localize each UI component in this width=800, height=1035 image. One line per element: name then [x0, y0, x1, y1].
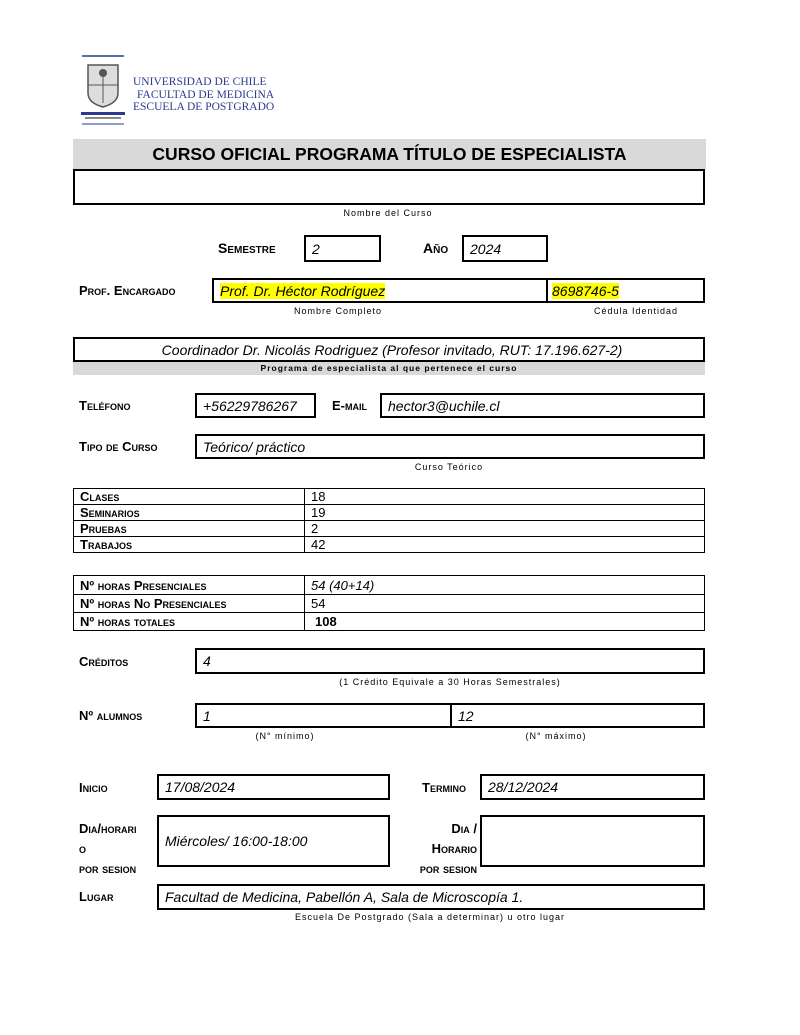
alumnos-min-field[interactable]: 1 [195, 703, 452, 728]
email-field[interactable]: hector3@uchile.cl [380, 393, 705, 418]
horario-label [79, 819, 137, 879]
horario-right-field[interactable] [480, 815, 705, 867]
tipo-curso-field[interactable]: Teórico/ práctico [195, 434, 705, 459]
horario-label-line: Dia/horari [79, 821, 137, 836]
faculty-name: FACULTAD DE MEDICINA [137, 88, 275, 101]
row-label: Clases [74, 489, 305, 505]
profesor-name-field[interactable] [212, 278, 548, 303]
horario-label-line: o [79, 841, 87, 856]
table-row [74, 505, 705, 521]
row-value[interactable]: 108 [305, 613, 705, 631]
university-name: UNIVERSIDAD DE CHILE [133, 76, 267, 88]
tipo-curso-note: Curso Teórico [414, 462, 484, 472]
course-name-field[interactable] [73, 169, 705, 205]
horario-right-label-line: por sesion [419, 861, 477, 876]
table-row [74, 537, 705, 553]
page-title: CURSO OFICIAL PROGRAMA TÍTULO DE ESPECIALISTA [73, 139, 706, 169]
semestre-label: Semestre [218, 240, 276, 256]
row-label: Nº horas Presenciales [74, 576, 305, 595]
horario-right-label [403, 819, 477, 879]
creditos-note: (1 Crédito Equivale a 30 Horas Semestrales) [339, 677, 561, 687]
horario-field[interactable]: Miércoles/ 16:00-18:00 [157, 815, 390, 867]
row-value[interactable]: 54 [305, 595, 705, 613]
profesor-id-field[interactable] [546, 278, 705, 303]
anio-label: Año [423, 240, 449, 256]
row-value[interactable]: 18 [305, 489, 705, 505]
alumnos-max-note: (N° máximo) [525, 731, 587, 741]
nombre-completo-label: Nombre Completo [293, 306, 383, 316]
telefono-field[interactable]: +56229786267 [195, 393, 316, 418]
table-row [74, 489, 705, 505]
inicio-field[interactable]: 17/08/2024 [157, 774, 390, 800]
horario-label-line: por sesion [79, 861, 137, 876]
row-label: Pruebas [74, 521, 305, 537]
tipo-curso-label: Tipo de Curso [79, 439, 158, 454]
table-row [74, 613, 705, 631]
row-value[interactable]: 19 [305, 505, 705, 521]
alumnos-label: Nº alumnos [79, 708, 143, 723]
table-row [74, 521, 705, 537]
row-label: Nº horas No Presenciales [74, 595, 305, 613]
anio-field[interactable]: 2024 [462, 235, 548, 262]
alumnos-max-field[interactable]: 12 [450, 703, 705, 728]
termino-label: Termino [422, 780, 466, 795]
programa-field[interactable]: Coordinador Dr. Nicolás Rodriguez (Profesor invitado, RUT: 17.196.627-2) [73, 337, 705, 362]
lugar-note: Escuela De Postgrado (Sala a determinar) u otro lugar [294, 912, 566, 922]
course-name-label: Nombre del Curso [343, 208, 433, 218]
row-value[interactable]: 2 [305, 521, 705, 537]
row-label: Trabajos [74, 537, 305, 553]
lugar-label: Lugar [79, 889, 114, 904]
school-name: ESCUELA DE POSTGRADO [133, 101, 275, 113]
horario-right-label-line: Dia / [451, 821, 477, 836]
programa-label: Programa de especialista al que pertenece el curso [73, 362, 705, 375]
horario-right-label-line: Horario [431, 841, 477, 856]
profesor-name: Prof. Dr. Héctor Rodríguez [220, 282, 386, 299]
row-value[interactable]: 42 [305, 537, 705, 553]
lugar-field[interactable]: Facultad de Medicina, Pabellón A, Sala de Microscopía 1. [157, 884, 705, 910]
horas-table [73, 575, 705, 631]
row-value[interactable]: 54 (40+14) [305, 576, 705, 595]
actividades-table [73, 488, 705, 553]
university-logo [80, 55, 126, 125]
semestre-field[interactable]: 2 [304, 235, 381, 262]
inicio-label: Inicio [79, 780, 108, 795]
email-label: E-mail [332, 398, 367, 413]
cedula-label: Cédula Identidad [593, 306, 679, 316]
alumnos-min-note: (N° mínimo) [255, 731, 315, 741]
creditos-label: Créditos [79, 654, 129, 669]
profesor-id: 8698746-5 [552, 282, 619, 299]
institution-header [133, 76, 274, 114]
telefono-label: Teléfono [79, 398, 131, 413]
table-row [74, 576, 705, 595]
creditos-field[interactable]: 4 [195, 648, 705, 674]
termino-field[interactable]: 28/12/2024 [480, 774, 705, 800]
table-row [74, 595, 705, 613]
profesor-label: Prof. Encargado [79, 283, 176, 298]
row-label: Nº horas totales [74, 613, 305, 631]
row-label: Seminarios [74, 505, 305, 521]
